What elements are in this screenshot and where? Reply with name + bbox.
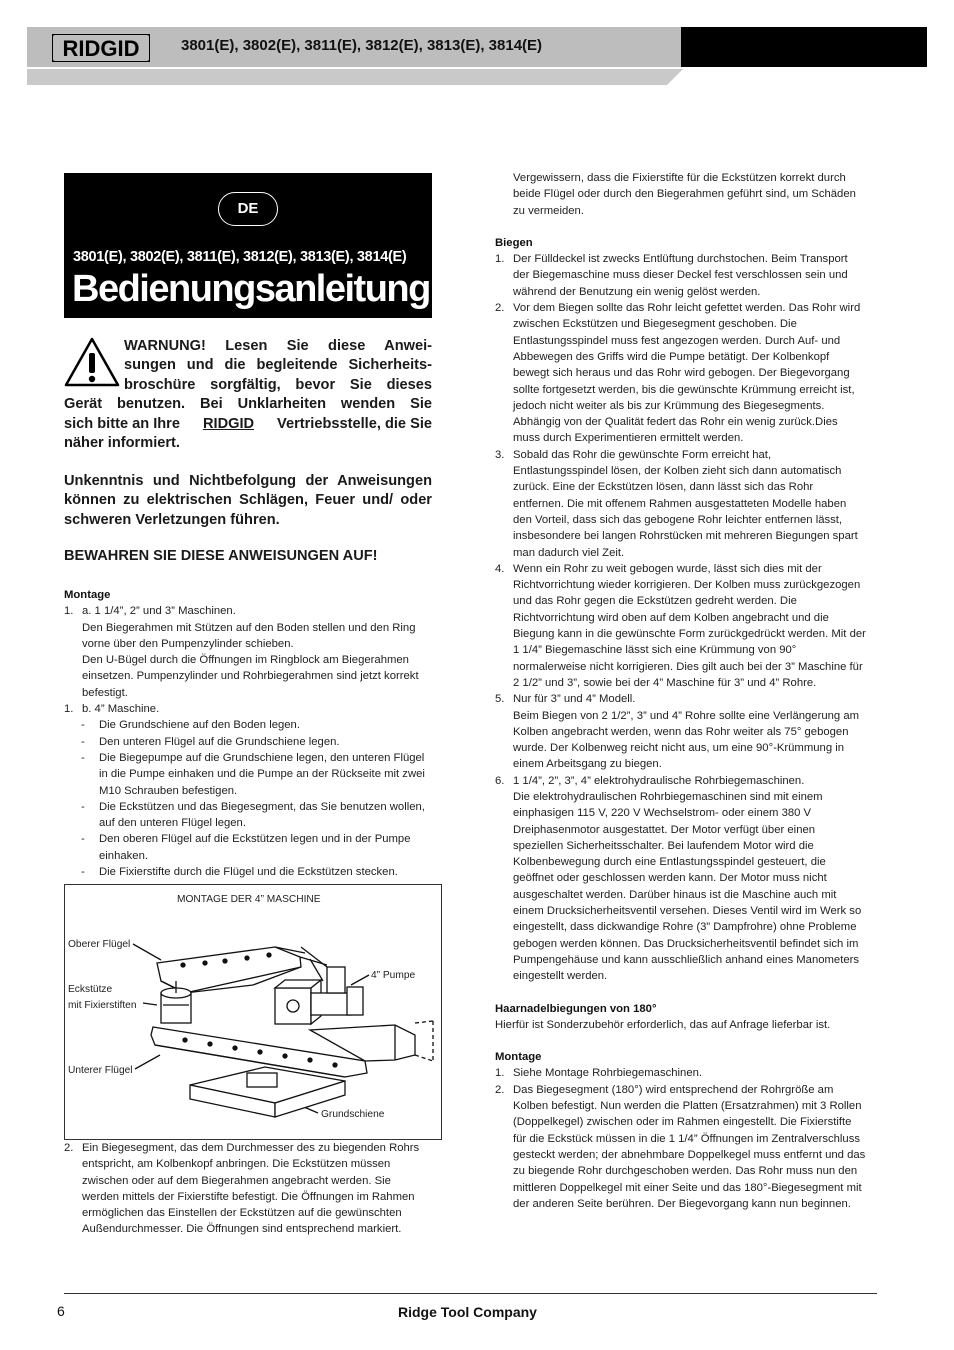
item-text: Das Biegesegment (180°) wird entsprechend der Rohrgröße am Kolben befestigt. Nun werden die Platten (Ersatzrahmen) mit 3 Rollen (Doppelkegel) zwischen oder im Rahmen eingestellt. Die Fixierstifte für die Eckstück müssen in die 1 1/4” Öffnungen im Zentralverschluss gesteckt werden; der abnehmbare Doppelkegel muss entfernt und das zu biegende Rohr durchgeschoben werden. Das Rohr muss nun den mittleren Doppelkegel mit einer Seite und das 180°-Biegesegment mit der anderen Seite berühren. Der Biegevorgang kann nun beginnen.	[513, 1083, 866, 1210]
item-text: Den Biegerahmen mit Stützen auf den Boden stellen und den Ring vorne über den Pumpenzylinder schieben.	[82, 621, 416, 650]
title-box	[64, 173, 432, 318]
footer-company: Ridge Tool Company	[398, 1304, 537, 1320]
left-column-montage	[64, 587, 434, 880]
header-black-block	[681, 27, 927, 67]
machine-drawing	[65, 885, 441, 1139]
list-item	[495, 447, 867, 561]
dash-item: - Die Fixierstifte durch die Flügel und die Eckstützen stecken.	[81, 866, 398, 879]
dash-text: Den oberen Flügel auf die Eckstützen legen und in der Pumpe einhaken.	[99, 833, 411, 862]
list-item	[495, 691, 867, 772]
label-fixing-pins: mit Fixierstiften	[68, 1000, 137, 1011]
item-number: 1.	[64, 703, 74, 716]
item-number: 1.	[495, 253, 505, 266]
item-text: Wenn ein Rohr zu weit gebogen wurde, lässt sich dies mit der Richtvorrichtung wieder korrigieren. Der Kolben muss zurückgezogen und das Rohr gegen die Eckstützen gedreht werden. Die Richtvorrichtung wird oben auf dem Kolben angebracht und die Biegung kann in die gewünschte Form zurückgedrückt werden. Mit der 1 1/4” Biegemaschine lässt sich eine Krümmung von 90° normalerweise nicht korrigieren. Dies gilt auch bei der 3” Maschine für 2 1/2” und 3”, sowie bei der 4” Maschine für 3” und 4” Rohre.	[513, 562, 866, 689]
warning-consequence: Unkenntnis und Nichtbefolgung der Anweisungen können zu elektrischen Schlägen, Feuer und/ oder schweren Verletzungen führen.	[64, 473, 432, 528]
list-item	[495, 251, 867, 300]
item-number: 5.	[495, 693, 505, 706]
warning-line: Gerät benutzen. Bei Unklarheiten wenden Sie	[64, 396, 432, 413]
biegen-heading: Biegen	[495, 236, 533, 249]
language-badge: DE	[218, 192, 278, 226]
dash-text: Die Biegepumpe auf die Grundschiene legen, den unteren Flügel in die Pumpe einhaken und die Pumpe an der Rückseite mit zwei M10 Schrauben befestigen.	[99, 751, 425, 797]
item-number: 2.	[495, 302, 505, 315]
item-text: Siehe Montage Rohrbiegemaschinen.	[513, 1067, 703, 1080]
dash-item: - Die Eckstützen und das Biegesegment, das Sie benutzen wollen, auf den unteren Flügel legen.	[81, 800, 425, 830]
item-number: 2.	[495, 1083, 505, 1096]
label-corner-support: Eckstütze	[68, 984, 113, 995]
item-number: 2.	[64, 1142, 74, 1154]
label-pump: 4” Pumpe	[371, 970, 416, 981]
item-title: b. 4” Maschine.	[82, 703, 160, 716]
item-text: Den U-Bügel durch die Öffnungen im Ringblock am Biegerahmen einsetzen. Pumpenzylinder und Rohrbiegerahmen sind jetzt korrekt befestigt.	[82, 654, 419, 699]
item-number: 1.	[64, 605, 74, 618]
warning-line: broschüre sorgfältig, bevor Sie dieses	[124, 376, 432, 393]
item-number: 3.	[495, 448, 505, 461]
warning-line: sungen und die begleitende Sicherheits-	[124, 357, 432, 374]
warning-line	[64, 415, 432, 434]
list-item	[64, 603, 434, 701]
left-item-2	[64, 1140, 426, 1238]
dash-item: - Die Grundschiene auf den Boden legen.	[81, 719, 300, 732]
item-text: Sobald das Rohr die gewünschte Form erreicht hat, Entlastungsspindel lösen, der Kolben zieht sich dann automatisch zurück. Eine der Eckstützen lösen, dann lässt sich das Rohr entfernen. Die mit offenem Rahmen ausgestatteten Modelle haben den Vorteil, dass sich das gebogene Rohr leichter entfernen lässt, insbesondere bei langen Rohrstücken mit mehreren Biegungen spart man dadurch viel Zeit.	[513, 448, 858, 559]
list-item	[64, 701, 434, 717]
page-title: Bedienungsanleitung	[72, 268, 430, 310]
dash-text: Den unteren Flügel auf die Grundschiene legen.	[99, 735, 340, 748]
warning-line5-post: Vertriebsstelle, die Sie	[277, 415, 432, 432]
dash-text: Die Eckstützen und das Biegesegment, das Sie benutzen wollen, auf den unteren Flügel legen.	[99, 800, 425, 830]
list-item	[64, 1140, 426, 1238]
right-column	[495, 170, 867, 1212]
dash-item: - Den unteren Flügel auf die Grundschiene legen.	[81, 735, 340, 748]
dash-text: Die Grundschiene auf den Boden legen.	[99, 719, 300, 732]
warning-line5-pre: sich bitte an Ihre	[64, 415, 180, 432]
continued-text: Vergewissern, dass die Fixierstifte für die Eckstützen korrekt durch beide Flügel oder durch den Biegerahmen geführt sind, um Schäden zu vermeiden.	[513, 172, 856, 217]
warning-text	[64, 337, 432, 453]
figure-title: MONTAGE DER 4” MASCHINE	[177, 894, 321, 905]
item-number: 1.	[495, 1067, 505, 1080]
item-text: Die elektrohydraulischen Rohrbiegemaschinen sind mit einem einphasigen 115 V, 220 V Wechselstrom- oder einem 380 V Dreiphasenmotor ausgestattet. Der Motor verfügt über einen speziellen Sicherheitsschalter. Bei laufendem Motor wird die Kolbenbewegung durch eine Entlastungsspindel gesteuert, die geöffnet oder geschlossen werden kann. Der Motor muss nicht ausgeschaltet werden. Darüber hinaus ist die Maschine auch mit einem Drucksicherheitsventil versehen. Dieses Ventil wird im Werk so eingestellt, dass dickwandige Rohre (3” Dampfrohre) ohne Probleme gebogen werden können. Das Drucksicherheitsventil befindet sich im Pumpengehäuse und kann ausschließlich anhand eines Manometers eingestellt werden.	[513, 790, 862, 983]
item-text: Der Fülldeckel ist zwecks Entlüftung durchstochen. Beim Transport der Biegemaschine muss dieser Deckel fest verschlossen sein und während der Benutzung ein wenig gelöst werden.	[513, 253, 848, 298]
dash-item: - Den oberen Flügel auf die Eckstützen legen und in der Pumpe einhaken.	[81, 833, 411, 862]
list-item	[495, 1082, 867, 1212]
footer-divider	[64, 1293, 877, 1294]
ridgid-logo	[52, 34, 150, 62]
list-item	[495, 773, 867, 985]
dash-text: Die Fixierstifte durch die Flügel und die Eckstützen stecken.	[99, 866, 398, 879]
header-models: 3801(E), 3802(E), 3811(E), 3812(E), 3813(E), 3814(E)	[181, 37, 543, 54]
item-number: 6.	[495, 774, 505, 787]
title-models: 3801(E), 3802(E), 3811(E), 3812(E), 3813(E), 3814(E)	[73, 249, 407, 265]
dash-item: - Die Biegepumpe auf die Grundschiene legen, den unteren Flügel in die Pumpe einhaken und die Pumpe an der Rückseite mit zwei M10 Schrauben befestigen.	[81, 751, 425, 797]
list-item	[495, 300, 867, 447]
label-base-rail: Grundschiene	[321, 1109, 385, 1120]
item-text: Nur für 3” und 4” Modell.	[513, 693, 636, 706]
page-number: 6	[57, 1303, 65, 1319]
list-item	[495, 561, 867, 691]
item-text: Vor dem Biegen sollte das Rohr leicht gefettet werden. Das Rohr wird zwischen Eckstützen und Biegesegment geschoben. Die Entlastungsspindel muss fest angezogen werden. Durch Auf- und Abbewegen des Griffs wird die Pumpe betätigt. Der Kolbenkopf bewegt sich heraus und das Rohr wird gebogen. Der Biegevorgang sollte fortgesetzt werden, bis die gewünschte Krümmung erreicht ist, jedoch nicht weiter als bis zur Krümmung des Biegesegments. Abhängig von der Qualität federt das Rohr ein wenig zurück.Dies muss durch Experimentieren ermittelt werden.	[513, 302, 861, 445]
logo-text: RIDGID	[62, 36, 140, 61]
haarnadel-text: Hierfür ist Sonderzubehör erforderlich, das auf Anfrage lieferbar ist.	[495, 1018, 831, 1031]
header-strip	[27, 69, 667, 85]
assembly-figure	[64, 884, 442, 1140]
item-text: Ein Biegesegment, das dem Durchmesser des zu biegenden Rohrs entspricht, am Kolbenkopf anbringen. Die Eckstützen müssen zwischen oder auf dem Biegerahmen angebracht werden. Sie werden mittels der Fixierstifte befestigt. Die Öffnungen im Rahmen ermöglichen das Einstellen der Eckstützen auf die gewünschten Außendurchmesser. Die Öffnungen sind entsprechend markiert.	[82, 1142, 420, 1236]
item-text: 1 1/4”, 2”, 3”, 4” elektrohydraulische Rohrbiegemaschinen.	[513, 774, 805, 787]
label-lower-wing: Unterer Flügel	[68, 1065, 133, 1076]
warning-line: WARNUNG! Lesen Sie diese Anwei-	[124, 338, 432, 354]
item-title: a. 1 1/4”, 2” und 3” Maschinen.	[82, 605, 236, 618]
list-item	[495, 1065, 867, 1081]
montage-heading-right: Montage	[495, 1051, 542, 1064]
warning-line: näher informiert.	[64, 435, 180, 452]
haarnadel-heading: Haarnadelbiegungen von 180°	[495, 1002, 657, 1015]
montage-heading: Montage	[64, 589, 111, 601]
label-upper-wing: Oberer Flügel	[68, 939, 131, 950]
header-strip-tip	[667, 69, 683, 85]
item-text: Beim Biegen von 2 1/2”, 3” und 4” Rohre sollte eine Verlängerung am Kolben angebracht werden, wenn das Rohr weiter als 75° gebogen wurde. Der Kolbenweg reicht nicht aus, um eine 90°-Krümmung in einem Arbeitsgang zu biegen.	[513, 709, 860, 771]
ridgid-link[interactable]: RIDGID	[202, 415, 255, 432]
keep-instructions: BEWAHREN SIE DIESE ANWEISUNGEN AUF!	[64, 548, 378, 564]
item-number: 4.	[495, 562, 505, 575]
